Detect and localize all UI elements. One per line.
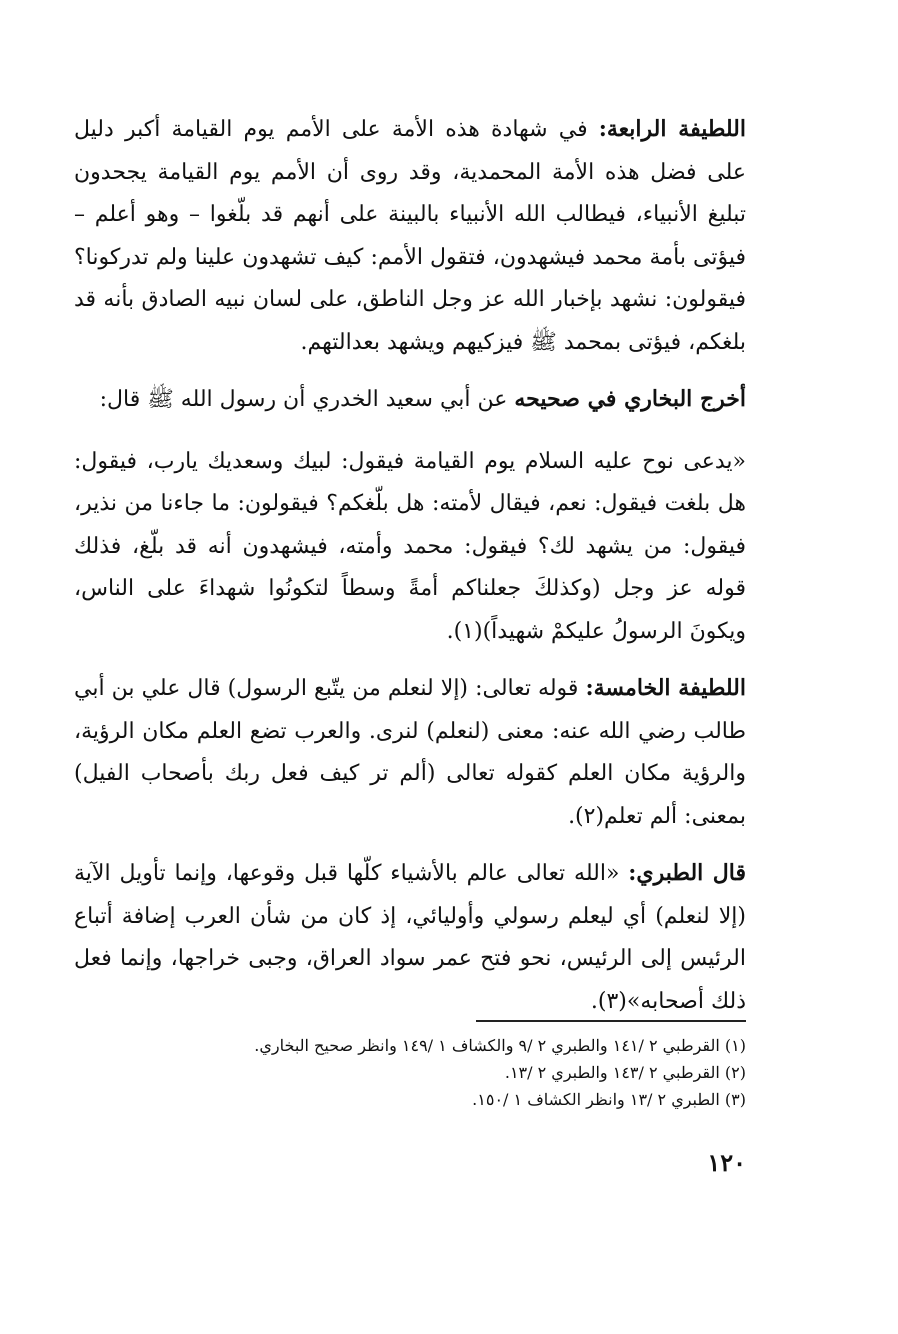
footnote-1: (١) القرطبي ٢ /١٤١ والطبري ٢ /٩ والكشاف ١ /١٤٩ وانظر صحيح البخاري. [254,1036,746,1055]
paragraph-fifth-subtlety [74,667,746,838]
footnote-3: (٣) الطبري ٢ /١٣ وانظر الكشاف ١ /١٥٠. [472,1090,746,1109]
footnote-divider [476,1020,746,1022]
paragraph-tabari [74,852,746,1023]
footnote-2: (٢) القرطبي ٢ /١٤٣ والطبري ٢ /١٣. [504,1063,746,1082]
paragraph-heading: قال الطبري: [628,860,746,886]
paragraph-heading: اللطيفة الرابعة: [598,116,746,142]
paragraph-text: عن أبي سعيد الخدري أن رسول الله ﷺ قال: [99,387,515,412]
paragraph-bukhari [74,378,746,422]
paragraph-fourth-subtlety [74,108,746,364]
page-number: ١٢٠ [707,1148,746,1177]
paragraph-text: في شهادة هذه الأمة على الأمم يوم القيامة أكبر دليل على فضل هذه الأمة المحمدية، وقد روى أن الأمم يوم القيامة يجحدون تبليغ الأنبياء، فيطالب الله الأنبياء بالبينة على أنهم قد بلّغوا – وهو أعلم – فيؤتى بأمة محمد فيشهدون، فتقول الأمم: كيف تشهدون علينا ولم تدركونا؟ فيقولون: نشهد بإخبار الله عز وجل الناطق، على لسان نبيه الصادق بأنه قد بلغكم، فيؤتى بمحمد ﷺ فيزكيهم ويشهد بعدالتهم. [74,117,746,355]
paragraph-heading: أخرج البخاري في صحيحه [514,386,746,412]
paragraph-text: «يدعى نوح عليه السلام يوم القيامة فيقول: لبيك وسعديك يارب، فيقول: هل بلغت فيقول: نعم، فيقال لأمته: هل بلّغكم؟ فيقولون: ما جاءنا من نذير، فيقول: من يشهد لك؟ فيقول: محمد وأمته، فيشهدون أنه قد بلّغ، فذلك قوله عز وجل (وكذلكَ جعلناكم أمةً وسطاً لتكونُوا شهداءَ على الناس، ويكونَ الرسولُ عليكمْ شهيداً)(١). [74,448,746,644]
paragraph-heading: اللطيفة الخامسة: [585,675,746,701]
paragraph-hadith [74,440,746,654]
paragraph-text: قوله تعالى: (إلا لنعلم من يتّبع الرسول) قال علي بن أبي طالب رضي الله عنه: معنى (لنعلم) لنرى. والعرب تضع العلم مكان الرؤية، والرؤية مكان العلم كقوله تعالى (ألم تر كيف فعل ربك بأصحاب الفيل) بمعنى: ألم تعلم(٢). [74,676,746,829]
footnotes [74,1020,746,1113]
paragraph-text: «الله تعالى عالم بالأشياء كلّها قبل وقوعها، وإنما تأويل الآية (إلا لنعلم) أي ليعلم رسولي وأوليائي، إذ كان من شأن العرب إضافة أتباع الرئيس إلى الرئيس، نحو فتح عمر سواد العراق، وجبى خراجها، وإنما فعل ذلك أصحابه»(٣). [74,861,746,1014]
page-body [74,108,746,1023]
